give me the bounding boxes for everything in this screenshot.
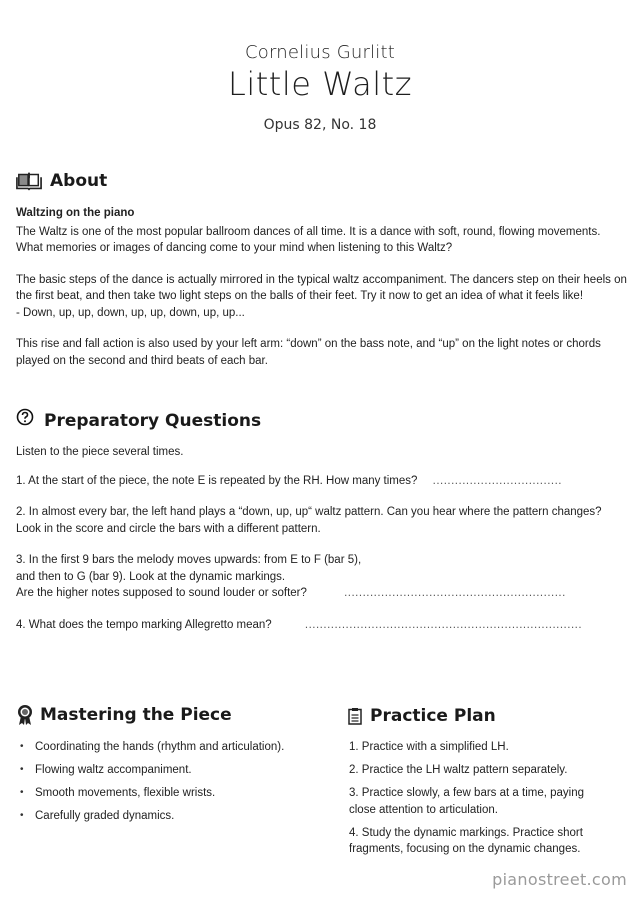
about-paragraph: This rise and fall action is also used by your left arm: “down” on the bass note, and “up” on the light notes or chords played on the second and third beats of each bar. [16,338,601,367]
mastering-item: • Smooth movements, flexible wrists. [16,785,326,802]
questions-section-heading [14,408,261,434]
about-paragraph: The Waltz is one of the most popular ballroom dances of all time. It is a dance with soft, round, flowing movements. What memories or images of dancing come to your mind when listening to this Waltz? [16,225,601,254]
about-paragraph: The basic steps of the dance is actually mirrored in the typical waltz accompaniment. The dancers step on their heels on the first beat, and then take two light steps on the balls of their feet. Try it now to get an idea of what it feels like! [16,273,627,302]
question-3-text-line3 [16,585,628,602]
brand-watermark: pianostreet.com [492,870,627,889]
about-section-heading [16,170,107,192]
questions-intro: Listen to the piece several times. [16,446,184,458]
open-book-icon [16,170,42,192]
about-step-pattern: - Down, up, up, down, up, up, down, up, up... [16,306,245,319]
plan-heading: Practice Plan [370,706,496,726]
award-ribbon-icon [16,704,34,726]
piece-header [0,42,640,133]
question-1-text: 1. At the start of the piece, the note E is repeated by the RH. How many times? [16,474,418,487]
mastering-item: • Coordinating the hands (rhythm and articulation). [16,739,326,756]
question-circle-icon [14,408,36,434]
clipboard-icon [347,705,363,727]
about-body [16,205,628,369]
mastering-item: • Flowing waltz accompaniment. [16,762,326,779]
plan-list [349,739,599,864]
plan-item: 1. Practice with a simplified LH. [349,741,509,753]
answer-line[interactable]: ........................................................................... [304,618,583,631]
composer-name: Cornelius Gurlitt [245,42,395,63]
questions-heading: Preparatory Questions [44,411,262,431]
answer-line[interactable]: ............................................................ [344,587,566,599]
question-3-text-line2: and then to G (bar 9). Look at the dynamic markings. [16,570,286,583]
question-4 [16,617,628,634]
question-4-text: 4. What does the tempo marking Allegretto mean? [16,618,272,631]
question-3-prompt: Are the higher notes supposed to sound louder or softer? [16,587,307,599]
answer-line[interactable]: ................................... [432,474,562,487]
question-2-text-line2: Look in the score and circle the bars with a different pattern. [16,522,321,535]
question-2 [16,504,628,537]
opus-number: Opus 82, No. 18 [263,117,377,133]
plan-item: 4. Study the dynamic markings. Practice short fragments, focusing on the dynamic changes. [349,826,583,855]
question-3 [16,552,628,602]
mastering-section-heading [16,704,232,726]
about-subheading: Waltzing on the piano [16,207,135,219]
piece-title: Little Waltz [228,65,412,103]
question-1 [16,473,628,490]
about-heading: About [50,171,108,191]
mastering-heading: Mastering the Piece [40,705,232,725]
questions-body [16,444,628,633]
plan-item: 3. Practice slowly, a few bars at a time, paying close attention to articulation. [349,787,584,816]
mastering-list [16,739,326,831]
plan-section-heading [347,705,496,727]
question-2-text: 2. In almost every bar, the left hand plays a “down, up, up“ waltz pattern. Can you hear where the pattern changes? [16,506,602,518]
plan-item: 2. Practice the LH waltz pattern separately. [349,764,568,776]
mastering-item: • Carefully graded dynamics. [16,808,326,825]
question-3-text: 3. In the first 9 bars the melody moves upwards: from E to F (bar 5), [16,554,362,566]
